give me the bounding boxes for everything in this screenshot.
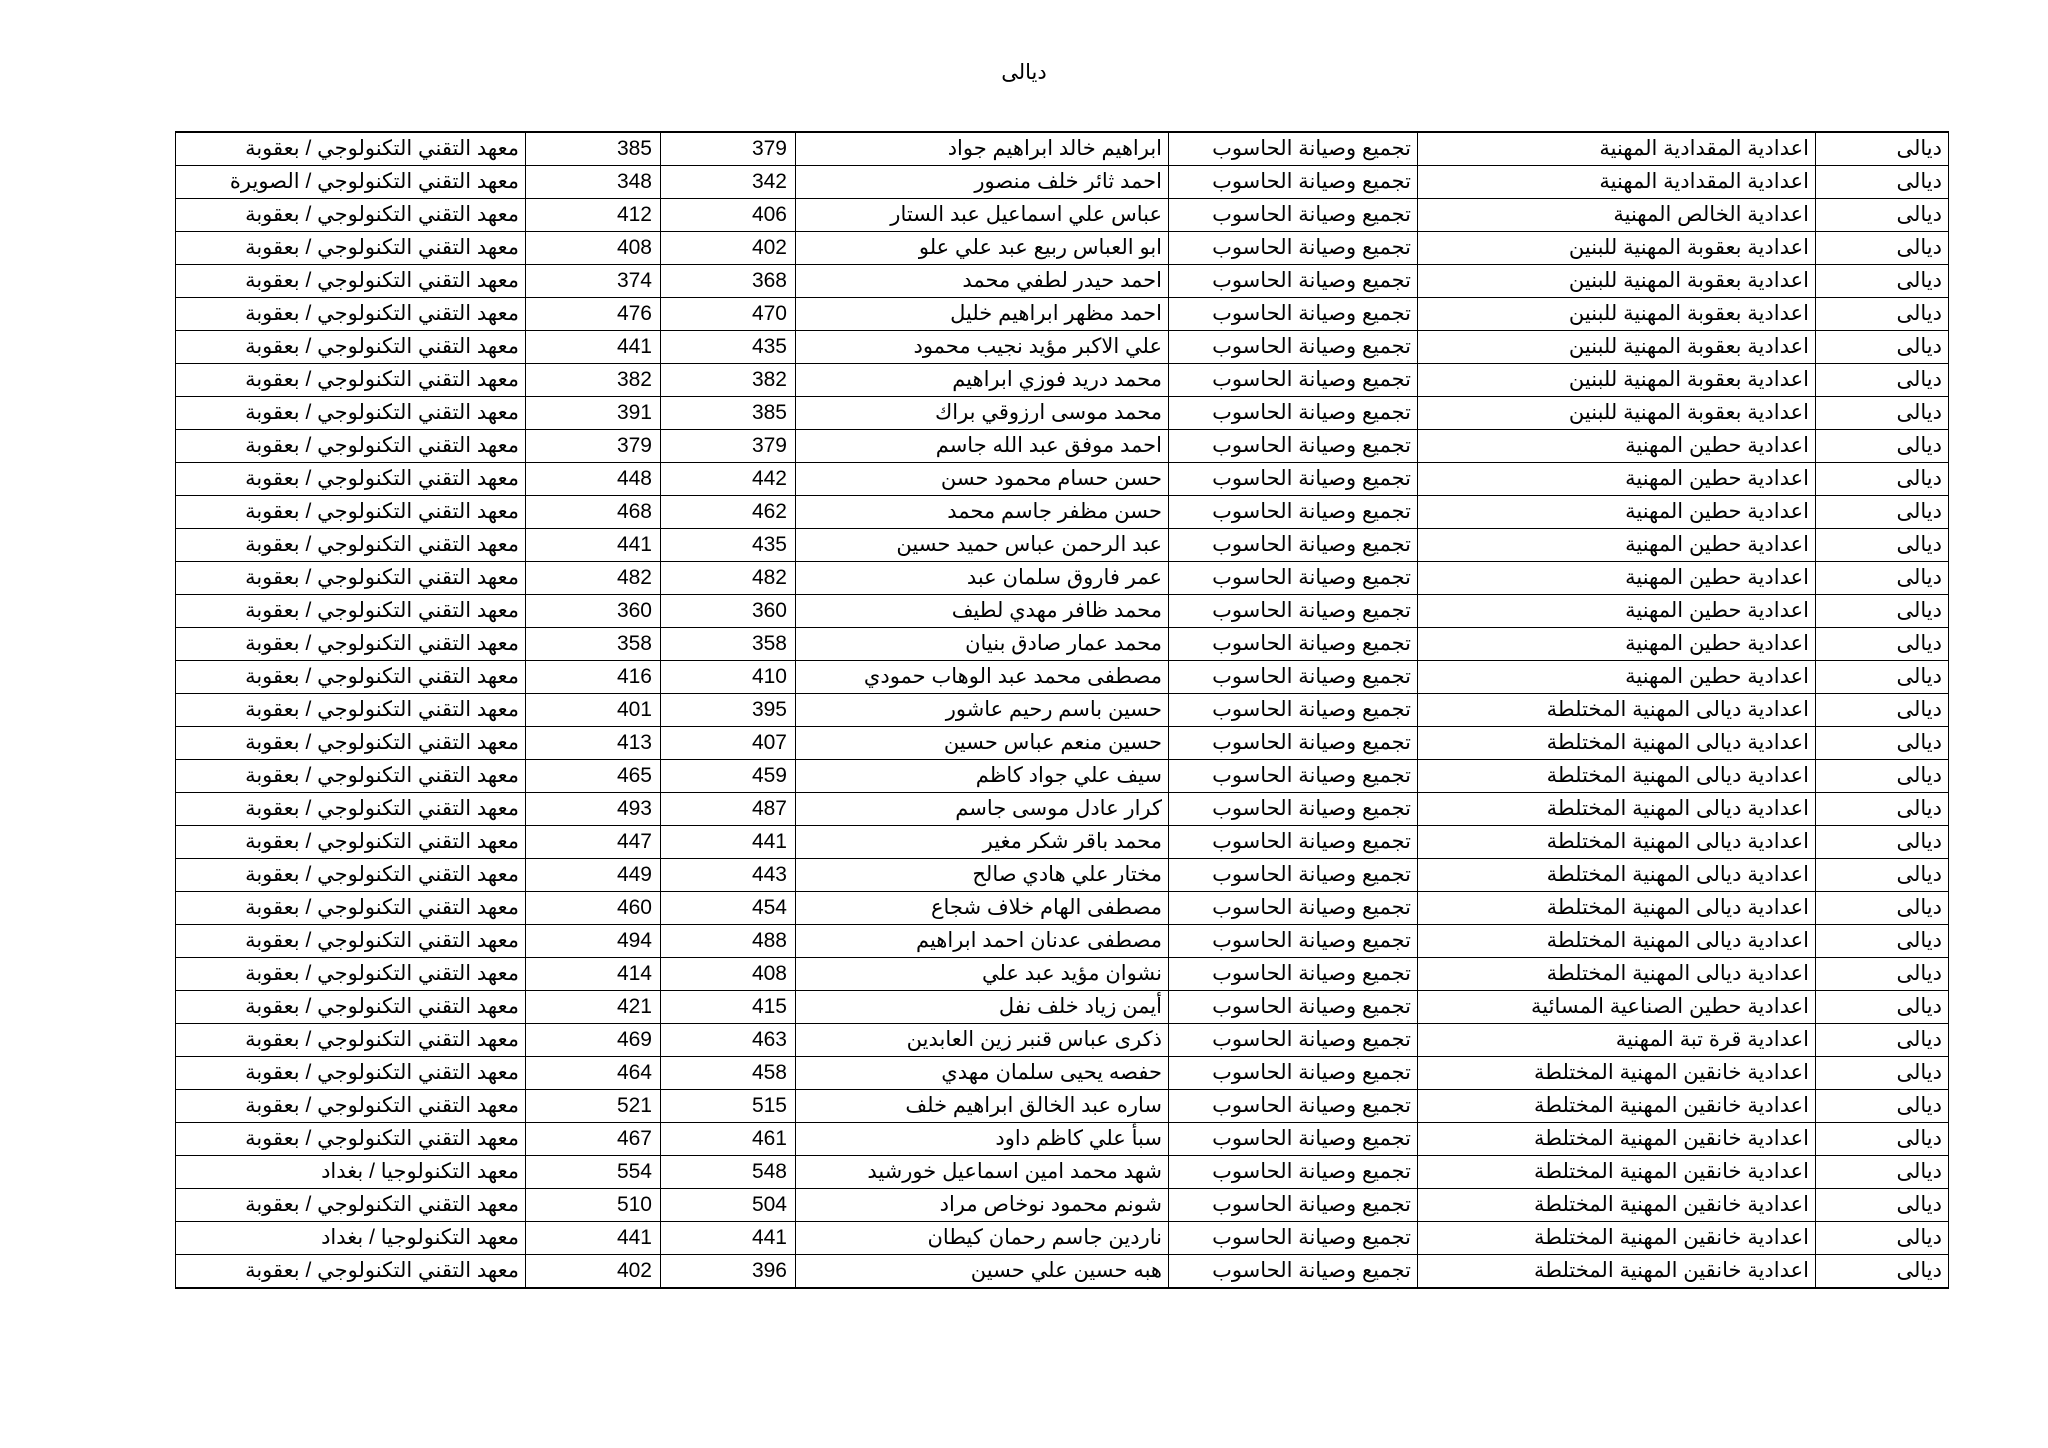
specialization-cell: تجميع وصيانة الحاسوب: [1169, 694, 1418, 727]
score-cell: 441: [661, 826, 796, 859]
institute-cell: معهد التقني التكنولوجي / بعقوبة: [176, 826, 526, 859]
score-cell: 410: [661, 661, 796, 694]
institute-cell: معهد التقني التكنولوجي / بعقوبة: [176, 1189, 526, 1222]
student-name-cell: محمد عمار صادق بنيان: [796, 628, 1169, 661]
province-cell: ديالى: [1816, 496, 1949, 529]
school-cell: اعدادية بعقوبة المهنية للبنين: [1418, 265, 1816, 298]
school-cell: اعدادية خانقين المهنية المختلطة: [1418, 1057, 1816, 1090]
table-row: [176, 859, 1949, 892]
total-score-cell: 465: [526, 760, 661, 793]
student-name-cell: كرار عادل موسى جاسم: [796, 793, 1169, 826]
specialization-cell: تجميع وصيانة الحاسوب: [1169, 1189, 1418, 1222]
table-row: [176, 1057, 1949, 1090]
specialization-cell: تجميع وصيانة الحاسوب: [1169, 397, 1418, 430]
total-score-cell: 421: [526, 991, 661, 1024]
institute-cell: معهد التقني التكنولوجي / بعقوبة: [176, 694, 526, 727]
table-row: [176, 331, 1949, 364]
school-cell: اعدادية المقدادية المهنية: [1418, 132, 1816, 166]
student-name-cell: ابو العباس ربيع عبد علي علو: [796, 232, 1169, 265]
province-cell: ديالى: [1816, 1057, 1949, 1090]
score-cell: 435: [661, 331, 796, 364]
specialization-cell: تجميع وصيانة الحاسوب: [1169, 760, 1418, 793]
specialization-cell: تجميع وصيانة الحاسوب: [1169, 991, 1418, 1024]
student-name-cell: مصطفى الهام خلاف شجاع: [796, 892, 1169, 925]
school-cell: اعدادية خانقين المهنية المختلطة: [1418, 1090, 1816, 1123]
total-score-cell: 408: [526, 232, 661, 265]
score-cell: 396: [661, 1255, 796, 1289]
province-cell: ديالى: [1816, 331, 1949, 364]
total-score-cell: 382: [526, 364, 661, 397]
score-cell: 407: [661, 727, 796, 760]
specialization-cell: تجميع وصيانة الحاسوب: [1169, 463, 1418, 496]
specialization-cell: تجميع وصيانة الحاسوب: [1169, 793, 1418, 826]
specialization-cell: تجميع وصيانة الحاسوب: [1169, 925, 1418, 958]
table-row: [176, 463, 1949, 496]
total-score-cell: 521: [526, 1090, 661, 1123]
student-name-cell: علي الاكبر مؤيد نجيب محمود: [796, 331, 1169, 364]
school-cell: اعدادية حطين المهنية: [1418, 562, 1816, 595]
student-name-cell: حسين باسم رحيم عاشور: [796, 694, 1169, 727]
student-name-cell: شهد محمد امين اسماعيل خورشيد: [796, 1156, 1169, 1189]
student-name-cell: سيف علي جواد كاظم: [796, 760, 1169, 793]
province-cell: ديالى: [1816, 595, 1949, 628]
table-row: [176, 892, 1949, 925]
total-score-cell: 464: [526, 1057, 661, 1090]
institute-cell: معهد التقني التكنولوجي / بعقوبة: [176, 199, 526, 232]
specialization-cell: تجميع وصيانة الحاسوب: [1169, 958, 1418, 991]
table-row: [176, 661, 1949, 694]
institute-cell: معهد التقني التكنولوجي / بعقوبة: [176, 463, 526, 496]
total-score-cell: 414: [526, 958, 661, 991]
table-row: [176, 496, 1949, 529]
institute-cell: معهد التكنولوجيا / بغداد: [176, 1156, 526, 1189]
institute-cell: معهد التقني التكنولوجي / بعقوبة: [176, 727, 526, 760]
school-cell: اعدادية ديالى المهنية المختلطة: [1418, 892, 1816, 925]
school-cell: اعدادية قرة تبة المهنية: [1418, 1024, 1816, 1057]
student-name-cell: محمد باقر شكر مغير: [796, 826, 1169, 859]
specialization-cell: تجميع وصيانة الحاسوب: [1169, 1123, 1418, 1156]
province-cell: ديالى: [1816, 166, 1949, 199]
score-cell: 442: [661, 463, 796, 496]
school-cell: اعدادية خانقين المهنية المختلطة: [1418, 1189, 1816, 1222]
student-name-cell: حسن حسام محمود حسن: [796, 463, 1169, 496]
table-row: [176, 727, 1949, 760]
institute-cell: معهد التقني التكنولوجي / بعقوبة: [176, 958, 526, 991]
province-cell: ديالى: [1816, 661, 1949, 694]
score-cell: 548: [661, 1156, 796, 1189]
province-cell: ديالى: [1816, 859, 1949, 892]
province-cell: ديالى: [1816, 1222, 1949, 1255]
score-cell: 487: [661, 793, 796, 826]
school-cell: اعدادية حطين المهنية: [1418, 628, 1816, 661]
student-name-cell: ذكرى عباس قنبر زين العابدين: [796, 1024, 1169, 1057]
specialization-cell: تجميع وصيانة الحاسوب: [1169, 199, 1418, 232]
total-score-cell: 385: [526, 132, 661, 166]
table-row: [176, 991, 1949, 1024]
student-name-cell: احمد حيدر لطفي محمد: [796, 265, 1169, 298]
table-row: [176, 1123, 1949, 1156]
province-cell: ديالى: [1816, 397, 1949, 430]
province-cell: ديالى: [1816, 1123, 1949, 1156]
table-row: [176, 1222, 1949, 1255]
student-name-cell: احمد ثائر خلف منصور: [796, 166, 1169, 199]
province-cell: ديالى: [1816, 1024, 1949, 1057]
student-name-cell: شونم محمود نوخاص مراد: [796, 1189, 1169, 1222]
school-cell: اعدادية ديالى المهنية المختلطة: [1418, 727, 1816, 760]
specialization-cell: تجميع وصيانة الحاسوب: [1169, 859, 1418, 892]
student-name-cell: حفصه يحيى سلمان مهدي: [796, 1057, 1169, 1090]
score-cell: 515: [661, 1090, 796, 1123]
institute-cell: معهد التقني التكنولوجي / بعقوبة: [176, 331, 526, 364]
total-score-cell: 379: [526, 430, 661, 463]
specialization-cell: تجميع وصيانة الحاسوب: [1169, 661, 1418, 694]
table-row: [176, 199, 1949, 232]
institute-cell: معهد التقني التكنولوجي / بعقوبة: [176, 1123, 526, 1156]
student-name-cell: مصطفى محمد عبد الوهاب حمودي: [796, 661, 1169, 694]
institute-cell: معهد التكنولوجيا / بغداد: [176, 1222, 526, 1255]
total-score-cell: 447: [526, 826, 661, 859]
score-cell: 441: [661, 1222, 796, 1255]
specialization-cell: تجميع وصيانة الحاسوب: [1169, 1090, 1418, 1123]
table-row: [176, 793, 1949, 826]
specialization-cell: تجميع وصيانة الحاسوب: [1169, 496, 1418, 529]
total-score-cell: 554: [526, 1156, 661, 1189]
table-row: [176, 562, 1949, 595]
institute-cell: معهد التقني التكنولوجي / الصويرة: [176, 166, 526, 199]
province-cell: ديالى: [1816, 694, 1949, 727]
province-cell: ديالى: [1816, 298, 1949, 331]
specialization-cell: تجميع وصيانة الحاسوب: [1169, 430, 1418, 463]
institute-cell: معهد التقني التكنولوجي / بعقوبة: [176, 991, 526, 1024]
score-cell: 379: [661, 132, 796, 166]
province-cell: ديالى: [1816, 760, 1949, 793]
table-row: [176, 694, 1949, 727]
table-row: [176, 628, 1949, 661]
student-name-cell: مصطفى عدنان احمد ابراهيم: [796, 925, 1169, 958]
score-cell: 402: [661, 232, 796, 265]
specialization-cell: تجميع وصيانة الحاسوب: [1169, 166, 1418, 199]
table-row: [176, 1090, 1949, 1123]
score-cell: 470: [661, 298, 796, 331]
school-cell: اعدادية خانقين المهنية المختلطة: [1418, 1156, 1816, 1189]
institute-cell: معهد التقني التكنولوجي / بعقوبة: [176, 760, 526, 793]
student-name-cell: عمر فاروق سلمان عبد: [796, 562, 1169, 595]
score-cell: 443: [661, 859, 796, 892]
institute-cell: معهد التقني التكنولوجي / بعقوبة: [176, 595, 526, 628]
total-score-cell: 391: [526, 397, 661, 430]
school-cell: اعدادية حطين المهنية: [1418, 430, 1816, 463]
student-name-cell: حسن مظفر جاسم محمد: [796, 496, 1169, 529]
institute-cell: معهد التقني التكنولوجي / بعقوبة: [176, 859, 526, 892]
table-row: [176, 595, 1949, 628]
province-cell: ديالى: [1816, 1156, 1949, 1189]
province-cell: ديالى: [1816, 364, 1949, 397]
specialization-cell: تجميع وصيانة الحاسوب: [1169, 298, 1418, 331]
province-cell: ديالى: [1816, 628, 1949, 661]
institute-cell: معهد التقني التكنولوجي / بعقوبة: [176, 1024, 526, 1057]
score-cell: 408: [661, 958, 796, 991]
school-cell: اعدادية ديالى المهنية المختلطة: [1418, 859, 1816, 892]
school-cell: اعدادية ديالى المهنية المختلطة: [1418, 694, 1816, 727]
specialization-cell: تجميع وصيانة الحاسوب: [1169, 529, 1418, 562]
province-cell: ديالى: [1816, 232, 1949, 265]
school-cell: اعدادية ديالى المهنية المختلطة: [1418, 760, 1816, 793]
specialization-cell: تجميع وصيانة الحاسوب: [1169, 628, 1418, 661]
institute-cell: معهد التقني التكنولوجي / بعقوبة: [176, 265, 526, 298]
specialization-cell: تجميع وصيانة الحاسوب: [1169, 1255, 1418, 1289]
table-row: [176, 265, 1949, 298]
score-cell: 488: [661, 925, 796, 958]
school-cell: اعدادية خانقين المهنية المختلطة: [1418, 1123, 1816, 1156]
specialization-cell: تجميع وصيانة الحاسوب: [1169, 727, 1418, 760]
province-cell: ديالى: [1816, 826, 1949, 859]
total-score-cell: 441: [526, 1222, 661, 1255]
province-cell: ديالى: [1816, 991, 1949, 1024]
specialization-cell: تجميع وصيانة الحاسوب: [1169, 364, 1418, 397]
province-cell: ديالى: [1816, 727, 1949, 760]
total-score-cell: 469: [526, 1024, 661, 1057]
province-cell: ديالى: [1816, 793, 1949, 826]
specialization-cell: تجميع وصيانة الحاسوب: [1169, 132, 1418, 166]
school-cell: اعدادية ديالى المهنية المختلطة: [1418, 793, 1816, 826]
specialization-cell: تجميع وصيانة الحاسوب: [1169, 265, 1418, 298]
table-row: [176, 1189, 1949, 1222]
table-row: [176, 232, 1949, 265]
score-cell: 459: [661, 760, 796, 793]
score-cell: 395: [661, 694, 796, 727]
table-row: [176, 132, 1949, 166]
province-cell: ديالى: [1816, 430, 1949, 463]
total-score-cell: 476: [526, 298, 661, 331]
student-name-cell: محمد موسى ارزوقي براك: [796, 397, 1169, 430]
total-score-cell: 441: [526, 331, 661, 364]
institute-cell: معهد التقني التكنولوجي / بعقوبة: [176, 529, 526, 562]
page-title: ديالى: [1001, 61, 1047, 84]
table-row: [176, 298, 1949, 331]
total-score-cell: 448: [526, 463, 661, 496]
score-cell: 461: [661, 1123, 796, 1156]
specialization-cell: تجميع وصيانة الحاسوب: [1169, 1156, 1418, 1189]
table-row: [176, 430, 1949, 463]
score-cell: 342: [661, 166, 796, 199]
table-row: [176, 958, 1949, 991]
province-cell: ديالى: [1816, 463, 1949, 496]
score-cell: 382: [661, 364, 796, 397]
table-row: [176, 1024, 1949, 1057]
institute-cell: معهد التقني التكنولوجي / بعقوبة: [176, 232, 526, 265]
student-name-cell: ساره عبد الخالق ابراهيم خلف: [796, 1090, 1169, 1123]
table-row: [176, 397, 1949, 430]
score-cell: 458: [661, 1057, 796, 1090]
province-cell: ديالى: [1816, 925, 1949, 958]
specialization-cell: تجميع وصيانة الحاسوب: [1169, 331, 1418, 364]
specialization-cell: تجميع وصيانة الحاسوب: [1169, 562, 1418, 595]
specialization-cell: تجميع وصيانة الحاسوب: [1169, 1057, 1418, 1090]
total-score-cell: 468: [526, 496, 661, 529]
table-row: [176, 925, 1949, 958]
school-cell: اعدادية حطين الصناعية المسائية: [1418, 991, 1816, 1024]
school-cell: اعدادية خانقين المهنية المختلطة: [1418, 1255, 1816, 1289]
total-score-cell: 358: [526, 628, 661, 661]
table-row: [176, 1156, 1949, 1189]
province-cell: ديالى: [1816, 892, 1949, 925]
table-row: [176, 364, 1949, 397]
student-name-cell: عباس علي اسماعيل عبد الستار: [796, 199, 1169, 232]
score-cell: 368: [661, 265, 796, 298]
total-score-cell: 348: [526, 166, 661, 199]
total-score-cell: 360: [526, 595, 661, 628]
institute-cell: معهد التقني التكنولوجي / بعقوبة: [176, 496, 526, 529]
institute-cell: معهد التقني التكنولوجي / بعقوبة: [176, 562, 526, 595]
institute-cell: معهد التقني التكنولوجي / بعقوبة: [176, 298, 526, 331]
school-cell: اعدادية المقدادية المهنية: [1418, 166, 1816, 199]
table-body: [176, 132, 1949, 1288]
institute-cell: معهد التقني التكنولوجي / بعقوبة: [176, 925, 526, 958]
total-score-cell: 460: [526, 892, 661, 925]
province-cell: ديالى: [1816, 132, 1949, 166]
total-score-cell: 401: [526, 694, 661, 727]
institute-cell: معهد التقني التكنولوجي / بعقوبة: [176, 628, 526, 661]
table-row: [176, 760, 1949, 793]
province-cell: ديالى: [1816, 1090, 1949, 1123]
score-cell: 504: [661, 1189, 796, 1222]
total-score-cell: 482: [526, 562, 661, 595]
total-score-cell: 413: [526, 727, 661, 760]
total-score-cell: 449: [526, 859, 661, 892]
score-cell: 463: [661, 1024, 796, 1057]
student-name-cell: حسين منعم عباس حسين: [796, 727, 1169, 760]
specialization-cell: تجميع وصيانة الحاسوب: [1169, 826, 1418, 859]
school-cell: اعدادية بعقوبة المهنية للبنين: [1418, 232, 1816, 265]
table-row: [176, 826, 1949, 859]
student-name-cell: نشوان مؤيد عبد علي: [796, 958, 1169, 991]
school-cell: اعدادية الخالص المهنية: [1418, 199, 1816, 232]
score-cell: 358: [661, 628, 796, 661]
specialization-cell: تجميع وصيانة الحاسوب: [1169, 1024, 1418, 1057]
school-cell: اعدادية بعقوبة المهنية للبنين: [1418, 331, 1816, 364]
score-cell: 406: [661, 199, 796, 232]
total-score-cell: 412: [526, 199, 661, 232]
school-cell: اعدادية ديالى المهنية المختلطة: [1418, 925, 1816, 958]
province-cell: ديالى: [1816, 1255, 1949, 1289]
school-cell: اعدادية حطين المهنية: [1418, 463, 1816, 496]
institute-cell: معهد التقني التكنولوجي / بعقوبة: [176, 1057, 526, 1090]
score-cell: 454: [661, 892, 796, 925]
table-row: [176, 1255, 1949, 1289]
school-cell: اعدادية حطين المهنية: [1418, 529, 1816, 562]
score-cell: 415: [661, 991, 796, 1024]
specialization-cell: تجميع وصيانة الحاسوب: [1169, 232, 1418, 265]
school-cell: اعدادية ديالى المهنية المختلطة: [1418, 958, 1816, 991]
institute-cell: معهد التقني التكنولوجي / بعقوبة: [176, 661, 526, 694]
institute-cell: معهد التقني التكنولوجي / بعقوبة: [176, 1090, 526, 1123]
school-cell: اعدادية بعقوبة المهنية للبنين: [1418, 397, 1816, 430]
specialization-cell: تجميع وصيانة الحاسوب: [1169, 1222, 1418, 1255]
student-name-cell: ناردين جاسم رحمان كيطان: [796, 1222, 1169, 1255]
province-cell: ديالى: [1816, 1189, 1949, 1222]
total-score-cell: 494: [526, 925, 661, 958]
institute-cell: معهد التقني التكنولوجي / بعقوبة: [176, 132, 526, 166]
total-score-cell: 374: [526, 265, 661, 298]
school-cell: اعدادية بعقوبة المهنية للبنين: [1418, 298, 1816, 331]
student-name-cell: سبأ علي كاظم داود: [796, 1123, 1169, 1156]
province-cell: ديالى: [1816, 265, 1949, 298]
institute-cell: معهد التقني التكنولوجي / بعقوبة: [176, 1255, 526, 1289]
institute-cell: معهد التقني التكنولوجي / بعقوبة: [176, 793, 526, 826]
results-table: [175, 131, 1949, 1289]
student-name-cell: محمد دريد فوزي ابراهيم: [796, 364, 1169, 397]
student-name-cell: ابراهيم خالد ابراهيم جواد: [796, 132, 1169, 166]
institute-cell: معهد التقني التكنولوجي / بعقوبة: [176, 364, 526, 397]
student-name-cell: مختار علي هادي صالح: [796, 859, 1169, 892]
school-cell: اعدادية ديالى المهنية المختلطة: [1418, 826, 1816, 859]
school-cell: اعدادية حطين المهنية: [1418, 661, 1816, 694]
total-score-cell: 493: [526, 793, 661, 826]
student-name-cell: أيمن زياد خلف نفل: [796, 991, 1169, 1024]
province-cell: ديالى: [1816, 199, 1949, 232]
school-cell: اعدادية حطين المهنية: [1418, 595, 1816, 628]
specialization-cell: تجميع وصيانة الحاسوب: [1169, 892, 1418, 925]
province-cell: ديالى: [1816, 562, 1949, 595]
table-row: [176, 166, 1949, 199]
student-name-cell: محمد ظافر مهدي لطيف: [796, 595, 1169, 628]
total-score-cell: 441: [526, 529, 661, 562]
student-name-cell: احمد موفق عبد الله جاسم: [796, 430, 1169, 463]
province-cell: ديالى: [1816, 958, 1949, 991]
institute-cell: معهد التقني التكنولوجي / بعقوبة: [176, 892, 526, 925]
score-cell: 482: [661, 562, 796, 595]
score-cell: 379: [661, 430, 796, 463]
score-cell: 360: [661, 595, 796, 628]
institute-cell: معهد التقني التكنولوجي / بعقوبة: [176, 430, 526, 463]
total-score-cell: 416: [526, 661, 661, 694]
school-cell: اعدادية خانقين المهنية المختلطة: [1418, 1222, 1816, 1255]
table-row: [176, 529, 1949, 562]
school-cell: اعدادية بعقوبة المهنية للبنين: [1418, 364, 1816, 397]
score-cell: 435: [661, 529, 796, 562]
student-name-cell: هبه حسين علي حسين: [796, 1255, 1169, 1289]
score-cell: 385: [661, 397, 796, 430]
specialization-cell: تجميع وصيانة الحاسوب: [1169, 595, 1418, 628]
total-score-cell: 510: [526, 1189, 661, 1222]
total-score-cell: 402: [526, 1255, 661, 1289]
province-cell: ديالى: [1816, 529, 1949, 562]
total-score-cell: 467: [526, 1123, 661, 1156]
student-name-cell: احمد مظهر ابراهيم خليل: [796, 298, 1169, 331]
institute-cell: معهد التقني التكنولوجي / بعقوبة: [176, 397, 526, 430]
student-name-cell: عبد الرحمن عباس حميد حسين: [796, 529, 1169, 562]
school-cell: اعدادية حطين المهنية: [1418, 496, 1816, 529]
score-cell: 462: [661, 496, 796, 529]
